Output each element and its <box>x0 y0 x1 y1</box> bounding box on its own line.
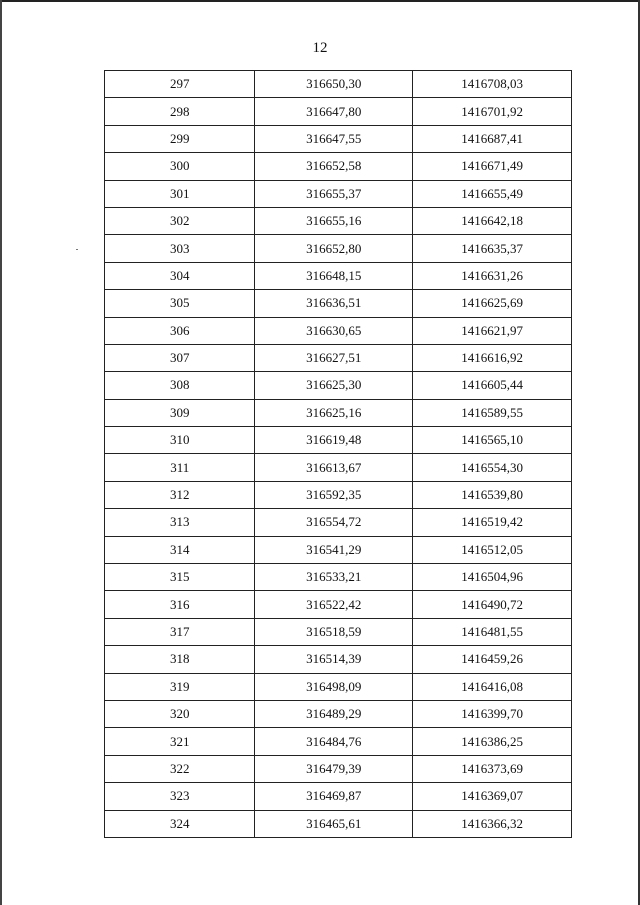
table-row <box>105 673 572 700</box>
point-number-cell: 309 <box>105 399 255 426</box>
point-number-cell: 304 <box>105 262 255 289</box>
x-coordinate-cell: 316469,87 <box>255 783 413 810</box>
point-number-cell: 312 <box>105 481 255 508</box>
y-coordinate-cell: 1416616,92 <box>413 344 572 371</box>
table-row <box>105 481 572 508</box>
x-coordinate-cell: 316613,67 <box>255 454 413 481</box>
point-number-cell: 299 <box>105 125 255 152</box>
point-number-cell: 305 <box>105 290 255 317</box>
y-coordinate-cell: 1416539,80 <box>413 481 572 508</box>
y-coordinate-cell: 1416416,08 <box>413 673 572 700</box>
x-coordinate-cell: 316479,39 <box>255 755 413 782</box>
table-row <box>105 125 572 152</box>
table-row <box>105 290 572 317</box>
table-row <box>105 427 572 454</box>
point-number-cell: 322 <box>105 755 255 782</box>
x-coordinate-cell: 316619,48 <box>255 427 413 454</box>
point-number-cell: 317 <box>105 618 255 645</box>
table-row <box>105 180 572 207</box>
table-row <box>105 235 572 262</box>
table-row <box>105 153 572 180</box>
x-coordinate-cell: 316625,30 <box>255 372 413 399</box>
y-coordinate-cell: 1416621,97 <box>413 317 572 344</box>
table-row <box>105 700 572 727</box>
x-coordinate-cell: 316518,59 <box>255 618 413 645</box>
point-number-cell: 307 <box>105 344 255 371</box>
y-coordinate-cell: 1416589,55 <box>413 399 572 426</box>
table-row <box>105 207 572 234</box>
x-coordinate-cell: 316533,21 <box>255 564 413 591</box>
y-coordinate-cell: 1416504,96 <box>413 564 572 591</box>
point-number-cell: 298 <box>105 98 255 125</box>
x-coordinate-cell: 316489,29 <box>255 700 413 727</box>
table-row <box>105 618 572 645</box>
y-coordinate-cell: 1416605,44 <box>413 372 572 399</box>
table-row <box>105 262 572 289</box>
x-coordinate-cell: 316648,15 <box>255 262 413 289</box>
y-coordinate-cell: 1416554,30 <box>413 454 572 481</box>
scan-border-left <box>0 0 2 905</box>
y-coordinate-cell: 1416655,49 <box>413 180 572 207</box>
point-number-cell: 306 <box>105 317 255 344</box>
table-row <box>105 372 572 399</box>
x-coordinate-cell: 316498,09 <box>255 673 413 700</box>
point-number-cell: 321 <box>105 728 255 755</box>
x-coordinate-cell: 316522,42 <box>255 591 413 618</box>
y-coordinate-cell: 1416386,25 <box>413 728 572 755</box>
table-row <box>105 71 572 98</box>
y-coordinate-cell: 1416481,55 <box>413 618 572 645</box>
y-coordinate-cell: 1416399,70 <box>413 700 572 727</box>
table-row <box>105 810 572 837</box>
y-coordinate-cell: 1416565,10 <box>413 427 572 454</box>
x-coordinate-cell: 316652,80 <box>255 235 413 262</box>
page-number: 12 <box>312 40 328 56</box>
table-row <box>105 591 572 618</box>
point-number-cell: 308 <box>105 372 255 399</box>
x-coordinate-cell: 316655,16 <box>255 207 413 234</box>
scan-border-top <box>0 0 640 2</box>
table-row <box>105 536 572 563</box>
y-coordinate-cell: 1416631,26 <box>413 262 572 289</box>
x-coordinate-cell: 316625,16 <box>255 399 413 426</box>
table-row <box>105 646 572 673</box>
x-coordinate-cell: 316647,80 <box>255 98 413 125</box>
scan-speck <box>76 249 78 250</box>
x-coordinate-cell: 316514,39 <box>255 646 413 673</box>
point-number-cell: 313 <box>105 509 255 536</box>
x-coordinate-cell: 316630,65 <box>255 317 413 344</box>
x-coordinate-cell: 316636,51 <box>255 290 413 317</box>
y-coordinate-cell: 1416642,18 <box>413 207 572 234</box>
point-number-cell: 319 <box>105 673 255 700</box>
table-row <box>105 317 572 344</box>
point-number-cell: 315 <box>105 564 255 591</box>
point-number-cell: 314 <box>105 536 255 563</box>
table-row <box>105 454 572 481</box>
y-coordinate-cell: 1416687,41 <box>413 125 572 152</box>
point-number-cell: 302 <box>105 207 255 234</box>
y-coordinate-cell: 1416373,69 <box>413 755 572 782</box>
y-coordinate-cell: 1416512,05 <box>413 536 572 563</box>
point-number-cell: 311 <box>105 454 255 481</box>
table-row <box>105 564 572 591</box>
y-coordinate-cell: 1416635,37 <box>413 235 572 262</box>
table-row <box>105 98 572 125</box>
point-number-cell: 323 <box>105 783 255 810</box>
point-number-cell: 324 <box>105 810 255 837</box>
x-coordinate-cell: 316484,76 <box>255 728 413 755</box>
point-number-cell: 303 <box>105 235 255 262</box>
table-row <box>105 344 572 371</box>
y-coordinate-cell: 1416708,03 <box>413 71 572 98</box>
y-coordinate-cell: 1416671,49 <box>413 153 572 180</box>
y-coordinate-cell: 1416625,69 <box>413 290 572 317</box>
coordinates-table-body <box>105 71 572 838</box>
table-row <box>105 755 572 782</box>
table-row <box>105 509 572 536</box>
point-number-cell: 310 <box>105 427 255 454</box>
x-coordinate-cell: 316652,58 <box>255 153 413 180</box>
y-coordinate-cell: 1416490,72 <box>413 591 572 618</box>
coordinates-table <box>104 70 572 838</box>
y-coordinate-cell: 1416701,92 <box>413 98 572 125</box>
y-coordinate-cell: 1416519,42 <box>413 509 572 536</box>
x-coordinate-cell: 316554,72 <box>255 509 413 536</box>
point-number-cell: 297 <box>105 71 255 98</box>
point-number-cell: 301 <box>105 180 255 207</box>
x-coordinate-cell: 316627,51 <box>255 344 413 371</box>
point-number-cell: 316 <box>105 591 255 618</box>
y-coordinate-cell: 1416369,07 <box>413 783 572 810</box>
x-coordinate-cell: 316465,61 <box>255 810 413 837</box>
point-number-cell: 320 <box>105 700 255 727</box>
point-number-cell: 300 <box>105 153 255 180</box>
table-row <box>105 783 572 810</box>
x-coordinate-cell: 316650,30 <box>255 71 413 98</box>
point-number-cell: 318 <box>105 646 255 673</box>
x-coordinate-cell: 316541,29 <box>255 536 413 563</box>
x-coordinate-cell: 316647,55 <box>255 125 413 152</box>
table-row <box>105 399 572 426</box>
x-coordinate-cell: 316592,35 <box>255 481 413 508</box>
y-coordinate-cell: 1416459,26 <box>413 646 572 673</box>
table-row <box>105 728 572 755</box>
y-coordinate-cell: 1416366,32 <box>413 810 572 837</box>
x-coordinate-cell: 316655,37 <box>255 180 413 207</box>
